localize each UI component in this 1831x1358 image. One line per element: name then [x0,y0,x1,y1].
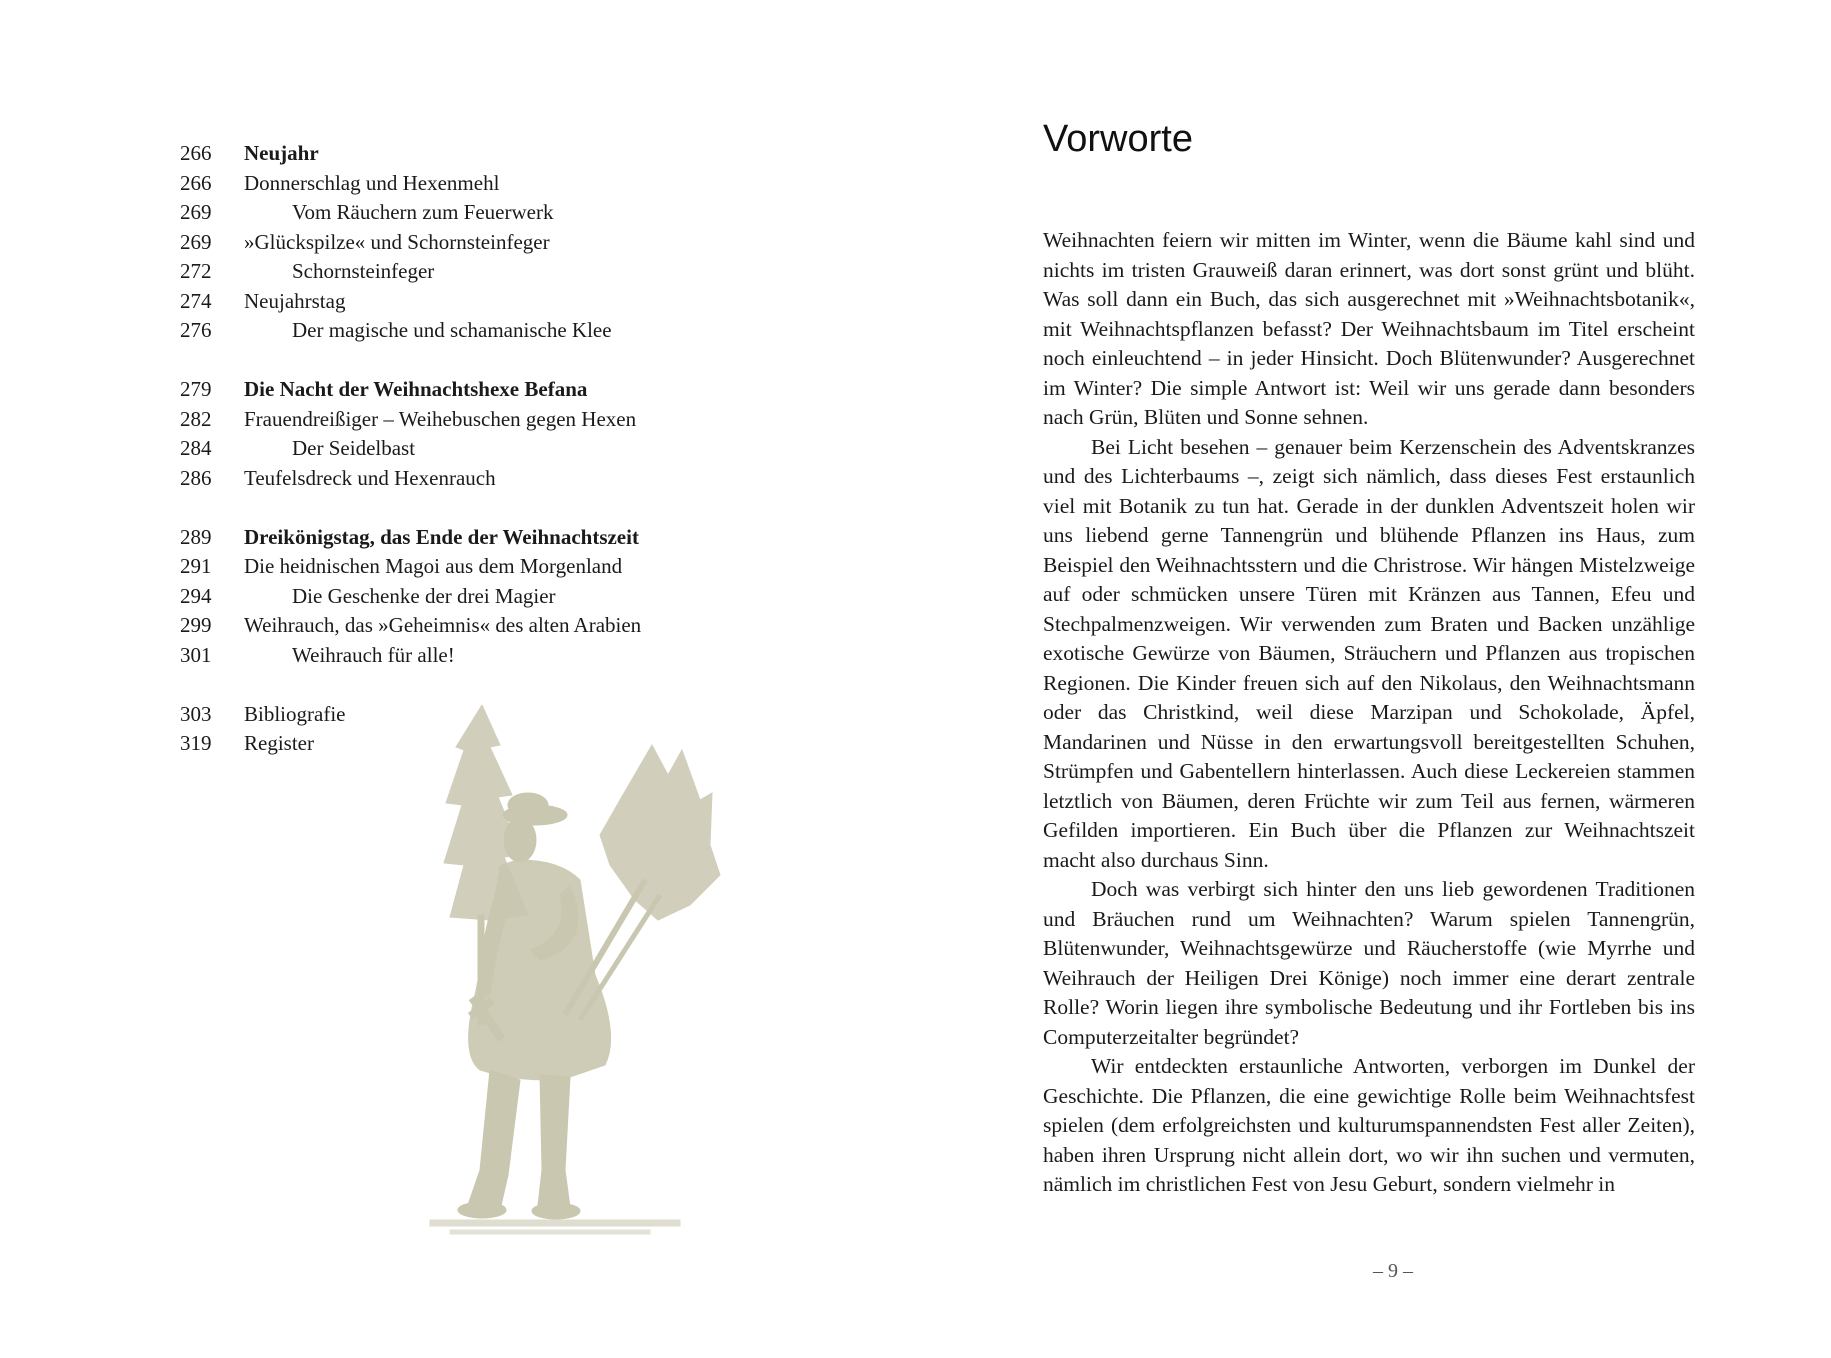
toc-entry-title: Teufelsdreck und Hexenrauch [244,465,496,490]
toc-entry [180,641,800,671]
toc-entry-title: Weihrauch, das »Geheimnis« des alten Arabien [244,613,642,637]
toc-page-number: 274 [180,288,212,313]
tree-bearer-illustration [420,705,820,1295]
toc-entry-title: Vom Räuchern zum Feuerwerk [292,200,554,224]
toc-entry [180,316,800,346]
toc-entry-title: Bibliografie [244,701,346,726]
toc-entry [180,228,800,258]
toc-entry-title: Der magische und schamanische Klee [292,318,612,342]
toc-page-number: 276 [180,318,212,342]
toc-entry [180,434,800,464]
page-number: – 9 – [1373,1260,1413,1282]
toc-entry [180,405,800,435]
toc-entry [180,287,800,317]
left-page [0,0,915,1358]
toc-page-number: 289 [180,524,212,549]
toc-page-number: 269 [180,200,212,224]
toc-page-number: 284 [180,436,212,460]
toc-entry-title: Schornsteinfeger [292,259,435,283]
toc-page-number: 279 [180,377,212,401]
toc-entry-title: Die Geschenke der drei Magier [292,583,556,608]
toc-entry-title: Donnerschlag und Hexenmehl [244,170,500,195]
toc-entry-title: Neujahrstag [244,288,346,313]
toc-page-number: 286 [180,465,212,490]
toc-page-number: 319 [180,731,212,755]
toc-entry [180,523,800,553]
toc-entry [180,464,800,494]
body-paragraph: Doch was verbirgt sich hinter den uns lieb gewordenen Traditionen und Bräuchen rund um Weihnachten? Warum spielen Tannengrün, Blütenwunder, Weihnachtsgewürze und Räucherstoffe (wie Myrrhe und Weihrauch der Heiligen Drei Könige) noch immer eine derart zentrale Rolle? Worin liegen ihre symbolische Bedeutung und ihr Fortleben bis ins Computerzeitalter begründet? [1043,877,1695,1049]
toc-page-number: 269 [180,229,212,254]
chapter-title: Vorworte [1043,118,1193,160]
toc-entry-title: Neujahr [244,141,319,165]
toc-page-number: 266 [180,141,212,165]
toc-page-number: 301 [180,642,212,667]
body-paragraph: Wir entdeckten erstaunliche Antworten, verborgen im Dunkel der Geschichte. Die Pflanzen, die eine gewichtige Rolle beim Weihnachtsfest spielen (dem erfolgreichsten und kulturumspannendsten Fest aller Zeiten), haben ihren Ursprung nicht allein dort, wo wir ihn suchen und vermuten, nämlich im christlichen Fest von Jesu Geburt, sondern vielmehr in [1043,1054,1695,1196]
toc-entry-title: »Glückspilze« und Schornsteinfeger [244,229,550,254]
toc-entry [180,375,800,405]
toc-page-number: 266 [180,170,212,195]
table-of-contents [180,139,800,759]
toc-page-number: 282 [180,406,212,431]
toc-entry [180,139,800,169]
toc-entry-title: Register [244,731,314,755]
toc-spacer [180,493,800,523]
toc-entry-title: Die Nacht der Weihnachtshexe Befana [244,377,588,401]
toc-entry [180,198,800,228]
toc-entry-title: Der Seidelbast [292,436,416,460]
body-paragraph: Bei Licht besehen – genauer beim Kerzenschein des Adventskranzes und des Lichterbaums –, zeigt sich nämlich, dass dieses Fest erstaunlich viel mit Botanik zu tun hat. Gerade in der dunklen Adventszeit holen wir uns liebend gerne Tannengrün und blühende Pflanzen ins Haus, zum Beispiel den Weihnachtsstern und die Christrose. Wir hängen Mistelzweige auf oder schmücken unsere Türen mit Kränzen aus Tannen, Efeu und Stechpalmenzweigen. Wir verwenden zum Braten und Backen unzählige exotische Gewürze von Bäumen, Sträuchern und Pflanzen aus tropischen Regionen. Die Kinder freuen sich auf den Nikolaus, den Weihnachtsmann oder das Christkind, weil diese Marzipan und Schokolade, Äpfel, Mandarinen und Nüsse in den erwartungsvoll bereitgestellten Schuhen, Strümpfen und Gabentellern hinterlassen. Auch diese Leckereien stammen letztlich von Bäumen, deren Früchte wir zum Teil aus fernen, wärmeren Gefilden importieren. Ein Buch über die Pflanzen zur Weihnachtszeit macht also durchaus Sinn. [1043,434,1695,872]
toc-entry [180,582,800,612]
toc-entry [180,257,800,287]
body-text [1043,226,1695,1200]
toc-page-number: 294 [180,583,212,608]
toc-entry [180,169,800,199]
toc-page-number: 303 [180,701,212,726]
toc-page-number: 299 [180,613,212,637]
toc-entry [180,611,800,641]
toc-page-number: 291 [180,554,212,578]
toc-spacer [180,346,800,376]
toc-spacer [180,670,800,700]
toc-page-number: 272 [180,259,212,283]
toc-entry-title: Dreikönigstag, das Ende der Weihnachtszeit [244,524,639,549]
toc-entry [180,552,800,582]
toc-entry-title: Die heidnischen Magoi aus dem Morgenland [244,554,623,578]
body-paragraph: Weihnachten feiern wir mitten im Winter, wenn die Bäume kahl sind und nichts im tristen Grauweiß daran erinnert, was dort sonst grünt und blüht. Was soll dann ein Buch, das sich ausgerechnet mit »Weihnachtsbotanik«, mit Weihnachtspflanzen befasst? Der Weihnachtsbaum im Titel erscheint noch einleuchtend – in jeder Hinsicht. Doch Blütenwunder? Ausgerechnet im Winter? Die simple Antwort ist: Weil wir uns gerade dann besonders nach Grün, Blüten und Sonne sehnen. [1043,228,1695,429]
right-page [915,0,1831,1358]
toc-entry-title: Frauendreißiger – Weihebuschen gegen Hexen [244,406,637,431]
toc-entry-title: Weihrauch für alle! [292,642,455,667]
